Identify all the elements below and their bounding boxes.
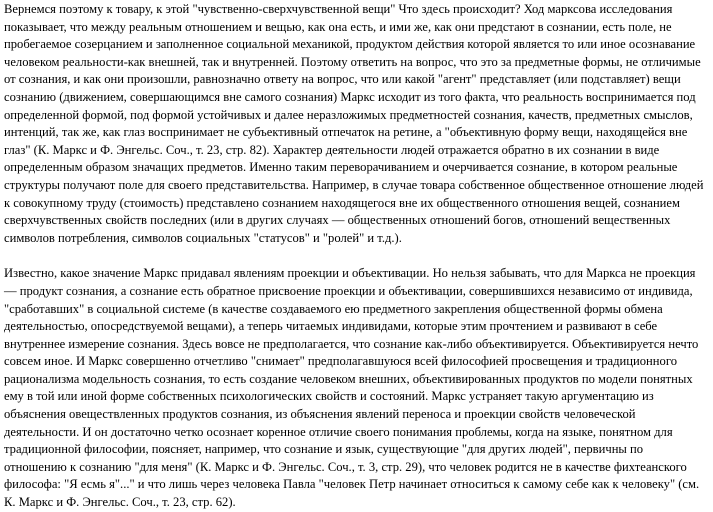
paragraph-1: Вернемся поэтому к товару, к этой "чувственно-сверхчувственной вещи" Что здесь происходит? Ход марксова исследования показывает, что между реальным отношением и вещью, как она есть, и ими же, как они предстают в сознании, есть поле, не пробегаемое созерцанием и заполненное социальной механикой, продуктом действия которой является то или иное осознавание человеком реальности-как внешней, так и внутренней. Поэтому ответить на вопрос, что это за предметные формы, не отличимые от сознания, и как они произошли, равнозначно ответу на вопрос, что или какой "агент" представляет (или подставляет) вещи сознанию (движением, совершающимся вне самого сознания) Маркс исходит из того факта, что реальность воспринимается под определенной формой, под формой устойчивых и далее неразложимых предметностей сознания, качеств, предметных смыслов, интенций, так же, как глаз воспринимает не субъективный отпечаток на ретине, а "объективную форму вещи, находящейся вне глаз" (К. Маркс и Ф. Энгельс. Соч., т. 23, стр. 82). Характер деятельности людей отражается обратно в их сознании в виде определенным образом значащих предметов. Именно таким переворачиванием и очерчивается сознание, в котором реальные структуры получают поле для своего представительства. Например, в случае товара собственное общественное отношение людей к совокупному труду (стоимость) представлено сознанием находящегося вне их общественного отношения вещей, сознанием сверхчувственных свойств последних (или в других случаях — общественных отношений богов, отношений вещественных символов потребления, символов социальных "статусов" и "ролей" и т.д.). <box>4 2 704 245</box>
paragraph-2: Известно, какое значение Маркс придавал явлениям проекции и объективации. Но нельзя забывать, что для Маркса не проекция — продукт сознания, а сознание есть обратное присвоение проекции и объективации, совершившихся независимо от индивида, "сработавших" в социальной системе (в качестве создаваемого ею предметного закрепления общественной формы обмена деятельностью, опосредствуемой вещами), а теперь читаемых индивидами, которые этим прочтением и развивают в себе внутреннее измерение сознания. Здесь вовсе не предполагается, что сознание как-либо объективируется. Объективируется нечто совсем иное. И Маркс совершенно отчетливо "снимает" предполагавшуюся всей философией просвещения и традиционного рационализма модельность сознания, то есть создание человеком внешних, объективированных продуктов по модели понятных ему в той или иной форме собственных психологических свойств и состояний. Маркс устраняет такую аргументацию из объяснения овеществленных продуктов сознания, из объяснения явлений переноса и проекции свойств человеческой деятельности. И он достаточно четко осознает коренное отличие своего понимания проблемы, когда на языке, понятном для традиционной философии, поясняет, например, что сознание и язык, существующие "для других людей", первичны по отношению к сознанию "для меня" (К. Маркс и Ф. Энгельс. Соч., т. 3, стр. 29), что человек родится не в качестве фихтеанского философа: "Я есмь я"..." и что лишь через человека Павла "человек Петр начинает относиться к самому себе как к человеку" (см. К. Маркс и Ф. Энгельс. Соч., т. 23, стр. 62). <box>4 266 700 510</box>
paragraph-spacer <box>4 247 709 265</box>
